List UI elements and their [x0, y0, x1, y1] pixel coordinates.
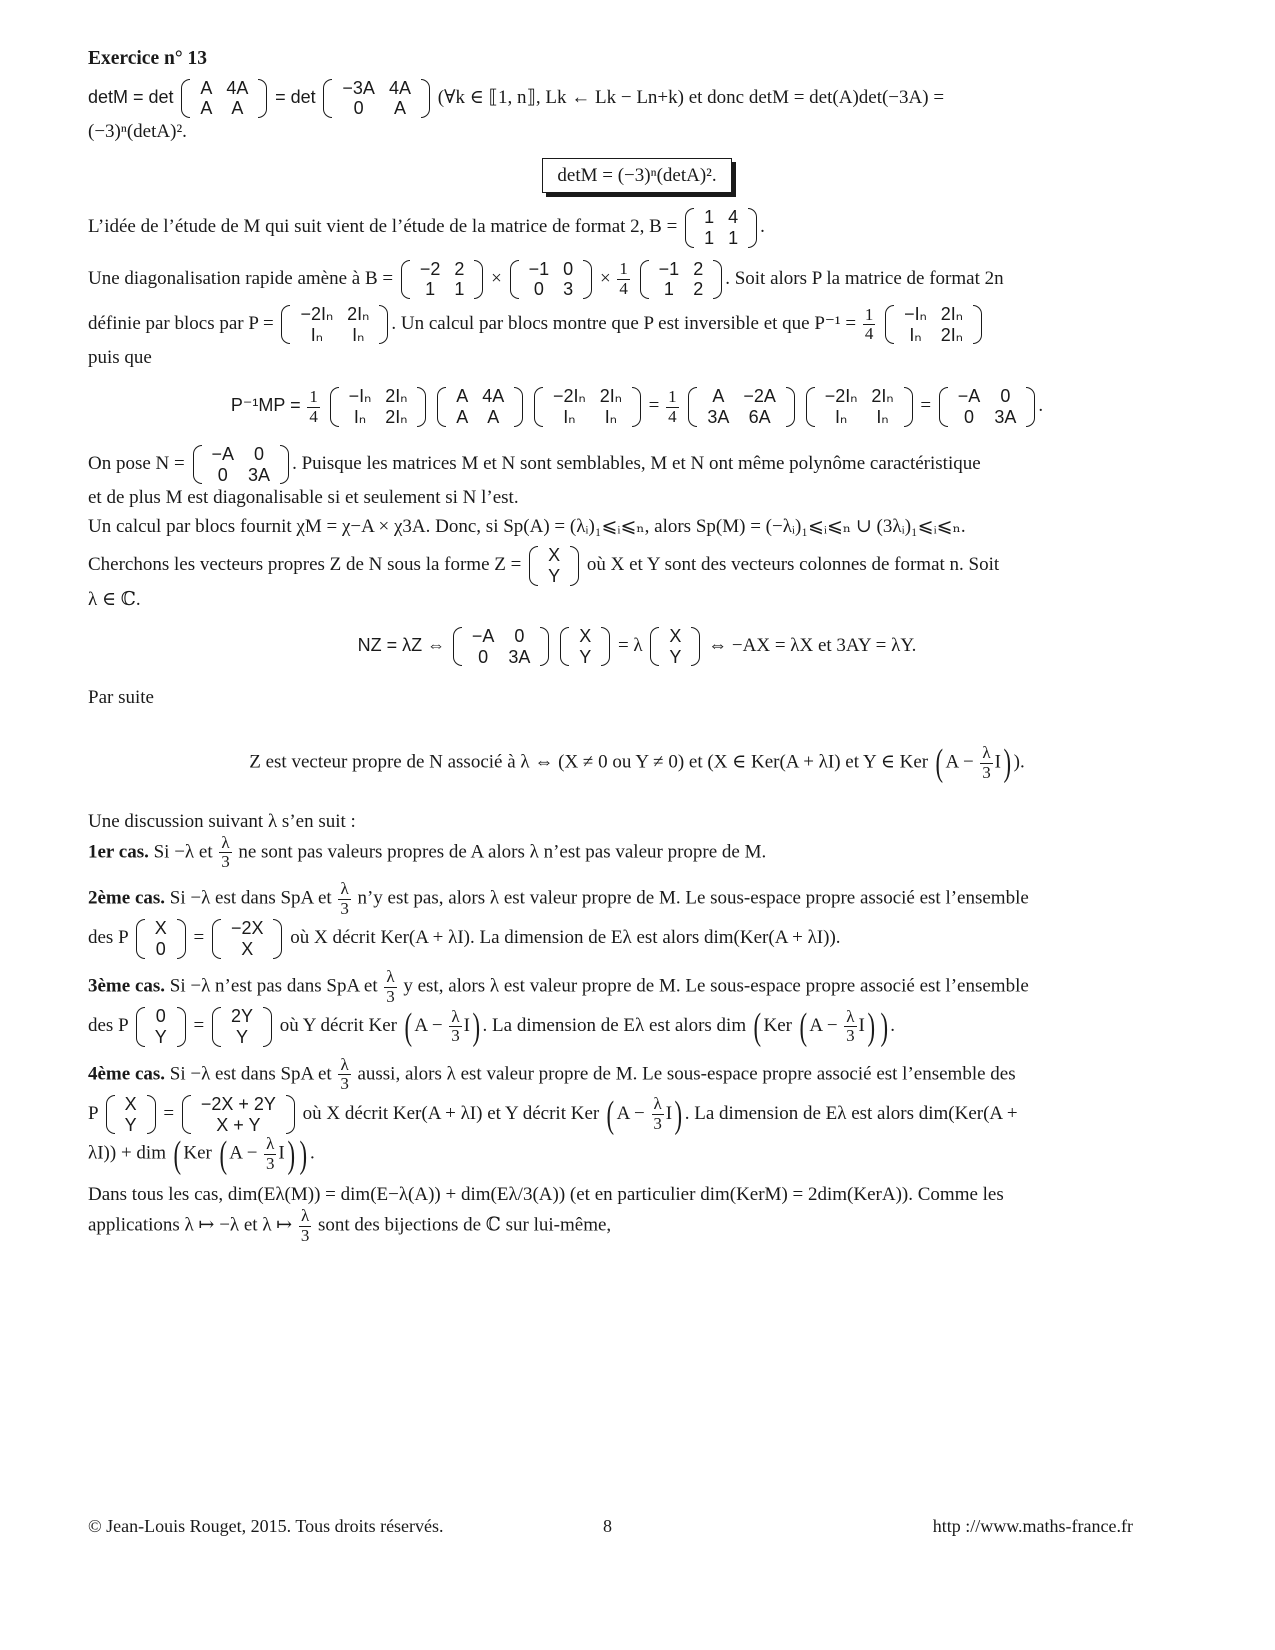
matrix-M-reduced: −3A 4A 0 A [323, 78, 430, 119]
matrix-m: A 4A A A [437, 386, 523, 427]
z-equivalence: Z est vecteur propre de N associé à λ ⇔ (X ≠ 0 ou Y ≠ 0) et (X ∈ Ker(A + λI) et Y ∈ Ker ( A − $\frac{\lambda}{3}$ I) ). [249, 742, 1025, 785]
exercise-title: Exercice n° 13 [88, 48, 207, 69]
document-page [88, 46, 1186, 1245]
matrix-diag-Pinv: −1 2 1 2 [640, 259, 723, 300]
pmp-equation: P⁻¹MP = $\frac{1}{4}$ −Iₙ 2Iₙ Iₙ 2Iₙ A 4A A A −2Iₙ 2Iₙ Iₙ Iₙ = $\frac{1}{4}$ A −2A 3A 6A −2Iₙ 2Iₙ Iₙ Iₙ = −A 0 0 3A . [230, 386, 1044, 428]
page-footer [88, 1515, 1133, 1539]
matrix-P: −2Iₙ 2Iₙ Iₙ Iₙ [281, 304, 388, 345]
matrix-mid: A −2A 3A 6A [688, 386, 795, 427]
case-1: 1er cas. Si −λ et $\frac{\lambda}{3}$ ne sont pas valeurs propres de A alors λ n’est pas valeur propre de M. [88, 832, 767, 872]
discussion: Une discussion suivant λ s’en suit : [88, 810, 356, 832]
matrix-N: −A 0 0 3A [193, 444, 290, 485]
vector-XY-2: X Y [560, 626, 610, 667]
footer-page-number: 8 [603, 1516, 612, 1536]
case3-vector-1: 0 Y [136, 1006, 186, 1047]
final-paragraph: Dans tous les cas, dim(Eλ(M)) = dim(E−λ(A)) + dim(Eλ/3(A)) (et en particulier dim(KerM) = 2dim(KerA)). Comme les applications λ ↦ −λ et λ ↦ $\frac{\lambda}{3}$ sont des bijections de ℂ sur lui-même, [88, 1183, 1004, 1245]
det-line: detM = det A 4A A A = det −3A 4A 0 A (∀k ∈ ⟦1, n⟧, Lk ← Lk − Ln+k) et donc detM = det(A)det(−3A) = (−3)ⁿ(detA)². [88, 77, 945, 143]
case2-vector-1: X 0 [136, 918, 186, 959]
matrix-N-2: −A 0 0 3A [453, 626, 550, 667]
case4-vector-2: −2X + 2Y X + Y [182, 1094, 295, 1135]
case3-vector-2: 2Y Y [212, 1006, 272, 1047]
case-2: 2ème cas. Si −λ est dans SpA et $\frac{\lambda}{3}$ n’y est pas, alors λ est valeur propre de M. Le sous-espace propre associé est l’ensemble des P X 0 = −2X X où X décrit Ker(A + λI). La dimension de Eλ est alors dim(Ker(A + λI)). [88, 879, 1029, 960]
eigenvector-line: Cherchons les vecteurs propres Z de N sous la forme Z = X Y où X et Y sont des vecteurs colonnes de format n. Soit λ ∈ ℂ. [88, 545, 1000, 610]
matrix-p: −2Iₙ 2Iₙ Iₙ Iₙ [534, 386, 641, 427]
matrix-diag-D: −1 0 0 3 [510, 259, 593, 300]
par-suite: Par suite [88, 687, 154, 709]
n-definition: On pose N = −A 0 0 3A . Puisque les matrices M et N sont semblables, M et N ont même polynôme caractéristique et de plus M est diagonalisable si et seulement si N l’est. [88, 443, 981, 509]
case4-vector-1: X Y [106, 1094, 156, 1135]
nz-equation: NZ = λZ ⇔ −A 0 0 3A X Y = λ X Y ⇔ −AX = λX et 3AY = λY. [357, 625, 917, 667]
vector-XY: X Y [529, 545, 579, 586]
vector-XY-3: X Y [650, 626, 700, 667]
diagonalisation-line: Une diagonalisation rapide amène à B = −2 2 1 1 × −1 0 0 3 × $\frac{1}{4}$ −1 2 1 2 . Soit alors P la matrice de format 2n [88, 258, 1004, 300]
idea-paragraph: L’idée de l’étude de M qui suit vient de l’étude de la matrice de format 2, B = 1 4 1 1 . [88, 207, 765, 248]
matrix-p-2: −2Iₙ 2Iₙ Iₙ Iₙ [806, 386, 913, 427]
case-4: 4ème cas. Si −λ est dans SpA et $\frac{\lambda}{3}$ aussi, alors λ est valeur propre de M. Le sous-espace propre associé est l’ensemble des P X Y = −2X + 2Y X + Y où X décrit Ker(A + λI) et Y décrit Ker ( A − $\frac{\lambda}{3}$ I) . La dimension de Eλ est alors dim(Ker(A + λI)) + dim ( Ker ( A − $\frac{\lambda}{3}$ I) ) . [88, 1054, 1018, 1176]
p-definition-line: définie par blocs par P = −2Iₙ 2Iₙ Iₙ Iₙ . Un calcul par blocs montre que P est inversible et que P⁻¹ = $\frac{1}{4}$ −Iₙ 2Iₙ Iₙ 2Iₙ puis que [88, 304, 1186, 370]
chi-line: Un calcul par blocs fournit χM = χ−A × χ3A. Donc, si Sp(A) = (λᵢ)₁⩽ᵢ⩽ₙ, alors Sp(M) = (−λᵢ)₁⩽ᵢ⩽ₙ ∪ (3λᵢ)₁⩽ᵢ⩽ₙ. [88, 516, 966, 538]
fraction-quarter: $\frac{1}{4}$ [619, 259, 628, 298]
matrix-M-blocks: A 4A A A [181, 78, 267, 119]
footer-url[interactable]: http ://www.maths-france.fr [932, 1516, 1133, 1536]
case2-vector-2: −2X X [212, 918, 283, 959]
matrix-n-result: −A 0 0 3A [939, 386, 1036, 427]
matrix-pinv: −Iₙ 2Iₙ Iₙ 2Iₙ [330, 386, 427, 427]
matrix-B: 1 4 1 1 [685, 207, 757, 248]
footer-copyright: © Jean-Louis Rouget, 2015. Tous droits réservés. [88, 1516, 444, 1536]
matrix-P-inverse: −Iₙ 2Iₙ Iₙ 2Iₙ [885, 304, 982, 345]
fraction-quarter-2: $\frac{1}{4}$ [864, 304, 874, 344]
boxed-result: detM = (−3)ⁿ(detA)². [542, 158, 731, 193]
matrix-diag-P: −2 2 1 1 [401, 259, 484, 300]
case-3: 3ème cas. Si −λ n’est pas dans SpA et $\frac{\lambda}{3}$ y est, alors λ est valeur propre de M. Le sous-espace propre associé est l’ensemble des P 0 Y = 2Y Y où Y décrit Ker ( A − $\frac{\lambda}{3}$ I) . La dimension de Eλ est alors dim ( Ker ( A − $\frac{\lambda}{3}$ I) ) . [88, 966, 1029, 1048]
